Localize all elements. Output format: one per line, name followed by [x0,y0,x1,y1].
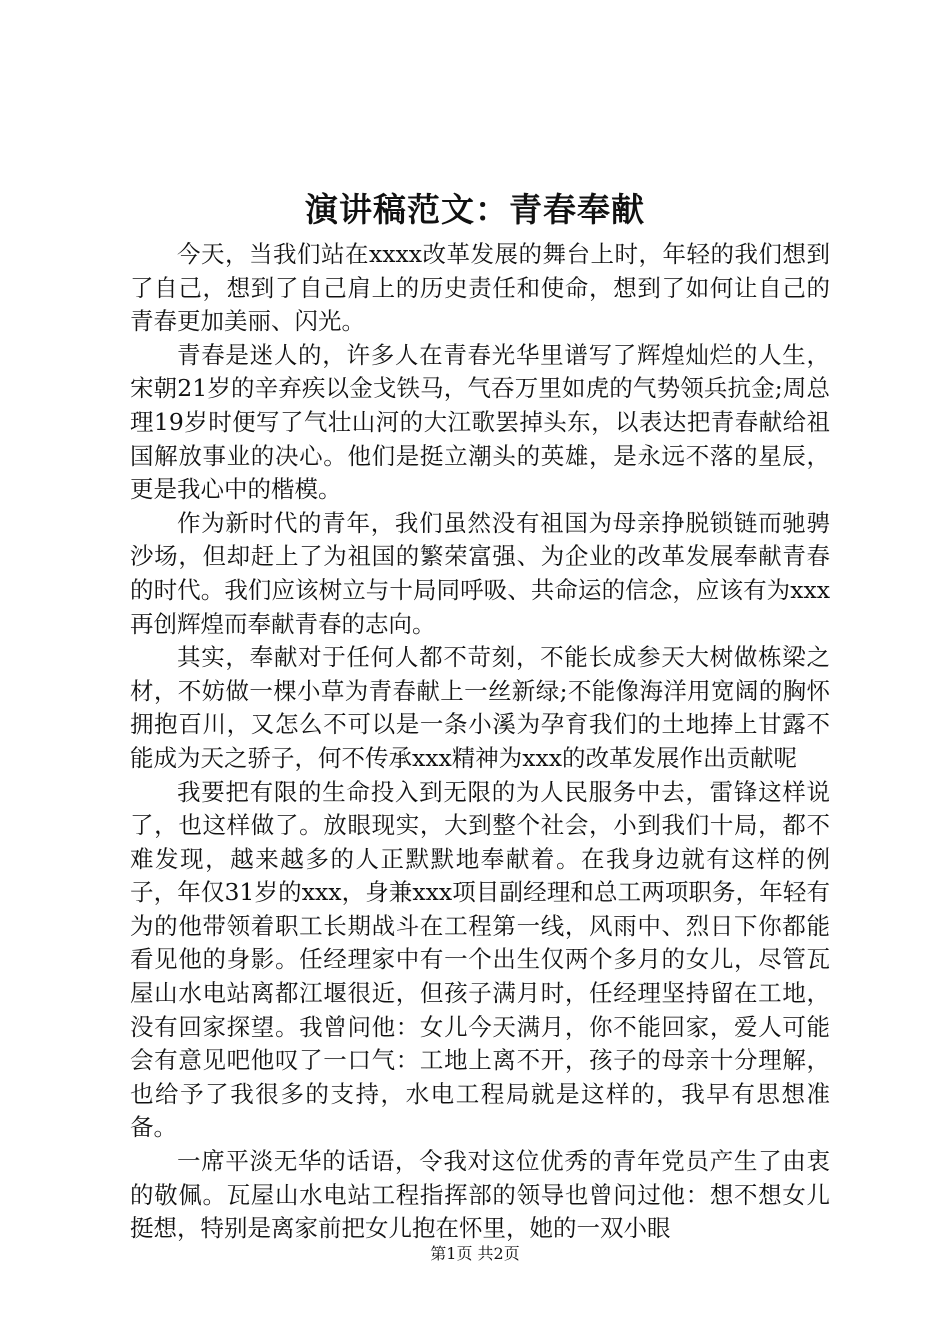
document-body [130,238,830,1246]
document-title: 演讲稿范文：青春奉献 [305,190,645,229]
paragraph: 作为新时代的青年，我们虽然没有祖国为母亲挣脱锁链而驰骋沙场，但却赶上了为祖国的繁荣富强、为企业的改革发展奉献青春的时代。我们应该树立与十局同呼吸、共命运的信念，应该有为xxx再创辉煌而奉献青春的志向。 [130,508,830,638]
paragraph: 一席平淡无华的话语，令我对这位优秀的青年党员产生了由衷的敬佩。瓦屋山水电站工程指挥部的领导也曾问过他：想不想女儿挺想，特别是离家前把女儿抱在怀里，她的一双小眼 [130,1147,830,1243]
paragraph: 其实，奉献对于任何人都不苛刻，不能长成参天大树做栋梁之材，不妨做一棵小草为青春献上一丝新绿;不能像海洋用宽阔的胸怀拥抱百川，又怎么不可以是一条小溪为孕育我们的土地捧上甘露不能成为天之骄子，何不传承xxx精神为xxx的改革发展作出贡献呢 [130,643,830,772]
paragraph: 我要把有限的生命投入到无限的为人民服务中去，雷锋这样说了，也这样做了。放眼现实，大到整个社会，小到我们十局，都不难发现，越来越多的人正默默地奉献着。在我身边就有这样的例子，年仅31岁的xxx，身兼xxx项目副经理和总工两项职务，年轻有为的他带领着职工长期战斗在工程第一线，风雨中、烈日下你都能看见他的身影。任经理家中有一个出生仅两个多月的女儿，尽管瓦屋山水电站离都江堰很近，但孩子满月时，任经理坚持留在工地，没有回家探望。我曾问他：女儿今天满月，你不能回家，爱人可能会有意见吧他叹了一口气：工地上离不开，孩子的母亲十分理解，也给予了我很多的支持，水电工程局就是这样的，我早有思想准备。 [130,777,830,1142]
paragraph: 今天，当我们站在xxxx改革发展的舞台上时，年轻的我们想到了自己，想到了自己肩上的历史责任和使命，想到了如何让自己的青春更加美丽、闪光。 [130,240,830,336]
paragraph: 青春是迷人的，许多人在青春光华里谱写了辉煌灿烂的人生，宋朝21岁的辛弃疾以金戈铁马，气吞万里如虎的气势领兵抗金;周总理19岁时便写了气壮山河的大江歌罢掉头东，以表达把青春献给祖国解放事业的决心。他们是挺立潮头的英雄，是永远不落的星辰，更是我心中的楷模。 [130,340,830,504]
page-number-footer: 第1页 共2页 [430,1244,520,1263]
